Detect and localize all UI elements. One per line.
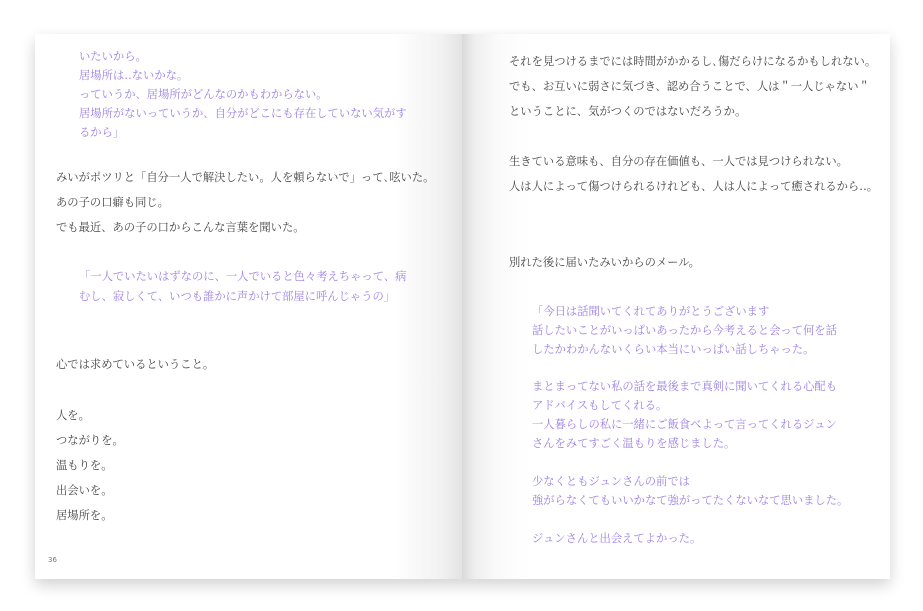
list-item: 人を。 bbox=[56, 409, 90, 422]
list-item: 温もりを。 bbox=[56, 459, 113, 472]
quote-line: 居場所は‥ないかな。 bbox=[79, 69, 189, 82]
body-line: 生きている意味も、自分の存在価値も、一人では見つけられない。 bbox=[509, 155, 848, 168]
body-line: 別れた後に届いたみいからのメール。 bbox=[509, 256, 700, 269]
mail-line: したかわかんないくらい本当にいっぱい話しちゃった。 bbox=[532, 343, 815, 356]
list-item: 居場所を。 bbox=[56, 509, 113, 522]
body-line: あの子の口癖も同じ。 bbox=[56, 196, 169, 209]
body-line: 心では求めているということ。 bbox=[56, 358, 215, 371]
quote-line: 居場所がないっていうか、自分がどこにも存在していない気がす bbox=[79, 107, 407, 120]
mail-line: まとまってない私の話を最後まで真剣に聞いてくれる心配も bbox=[532, 380, 838, 393]
quote-line: いたいから。 bbox=[79, 50, 147, 63]
left-page bbox=[35, 34, 462, 579]
open-book bbox=[35, 34, 890, 579]
list-item: つながりを。 bbox=[56, 434, 124, 447]
body-line: それを見つけるまでには時間がかかるし､傷だらけになるかもしれない。 bbox=[509, 55, 877, 68]
mail-line: 一人暮らしの私に一緒にご飯食べよって言ってくれるジュン bbox=[532, 418, 837, 431]
body-line: ということに、気がつくのではないだろうか。 bbox=[509, 105, 747, 118]
body-line: でも最近、あの子の口からこんな言葉を聞いた。 bbox=[56, 221, 305, 234]
page-number: 36 bbox=[48, 556, 57, 564]
mail-line: 「今日は話聞いてくれてありがとうございます bbox=[532, 305, 770, 318]
quote-line: 「一人でいたいはずなのに、一人でいると色々考えちゃって、病 bbox=[79, 270, 407, 283]
right-page bbox=[462, 34, 890, 579]
mail-line: 話したいことがいっぱいあったから今考えると会って何を話 bbox=[532, 324, 837, 337]
body-line: みいがポツリと「自分一人で解決したい。人を頼らないで」って､呟いた。 bbox=[56, 171, 435, 184]
mail-line: アドバイスもしてくれる。 bbox=[532, 399, 668, 412]
quote-line: むし、寂しくて、いつも誰かに声かけて部屋に呼んじゃうの」 bbox=[79, 290, 396, 303]
quote-line: っていうか、居場所がどんなのかもわからない。 bbox=[79, 88, 328, 101]
mail-line: 強がらなくてもいいかなて強がってたくないなて思いました。 bbox=[532, 494, 849, 507]
body-line: 人は人によって傷つけられるけれども、人は人によって癒されるから‥。 bbox=[509, 180, 879, 193]
mail-line: ジュンさんと出会えてよかった。 bbox=[532, 532, 702, 545]
list-item: 出会いを。 bbox=[56, 484, 113, 497]
body-line: でも、お互いに弱さに気づき、認め合うことで、人は＂一人じゃない＂ bbox=[509, 80, 870, 93]
quote-line: るから」 bbox=[79, 126, 125, 139]
mail-line: 少なくともジュンさんの前では bbox=[532, 475, 690, 488]
mail-line: さんをみてすごく温もりを感じました。 bbox=[532, 437, 736, 450]
